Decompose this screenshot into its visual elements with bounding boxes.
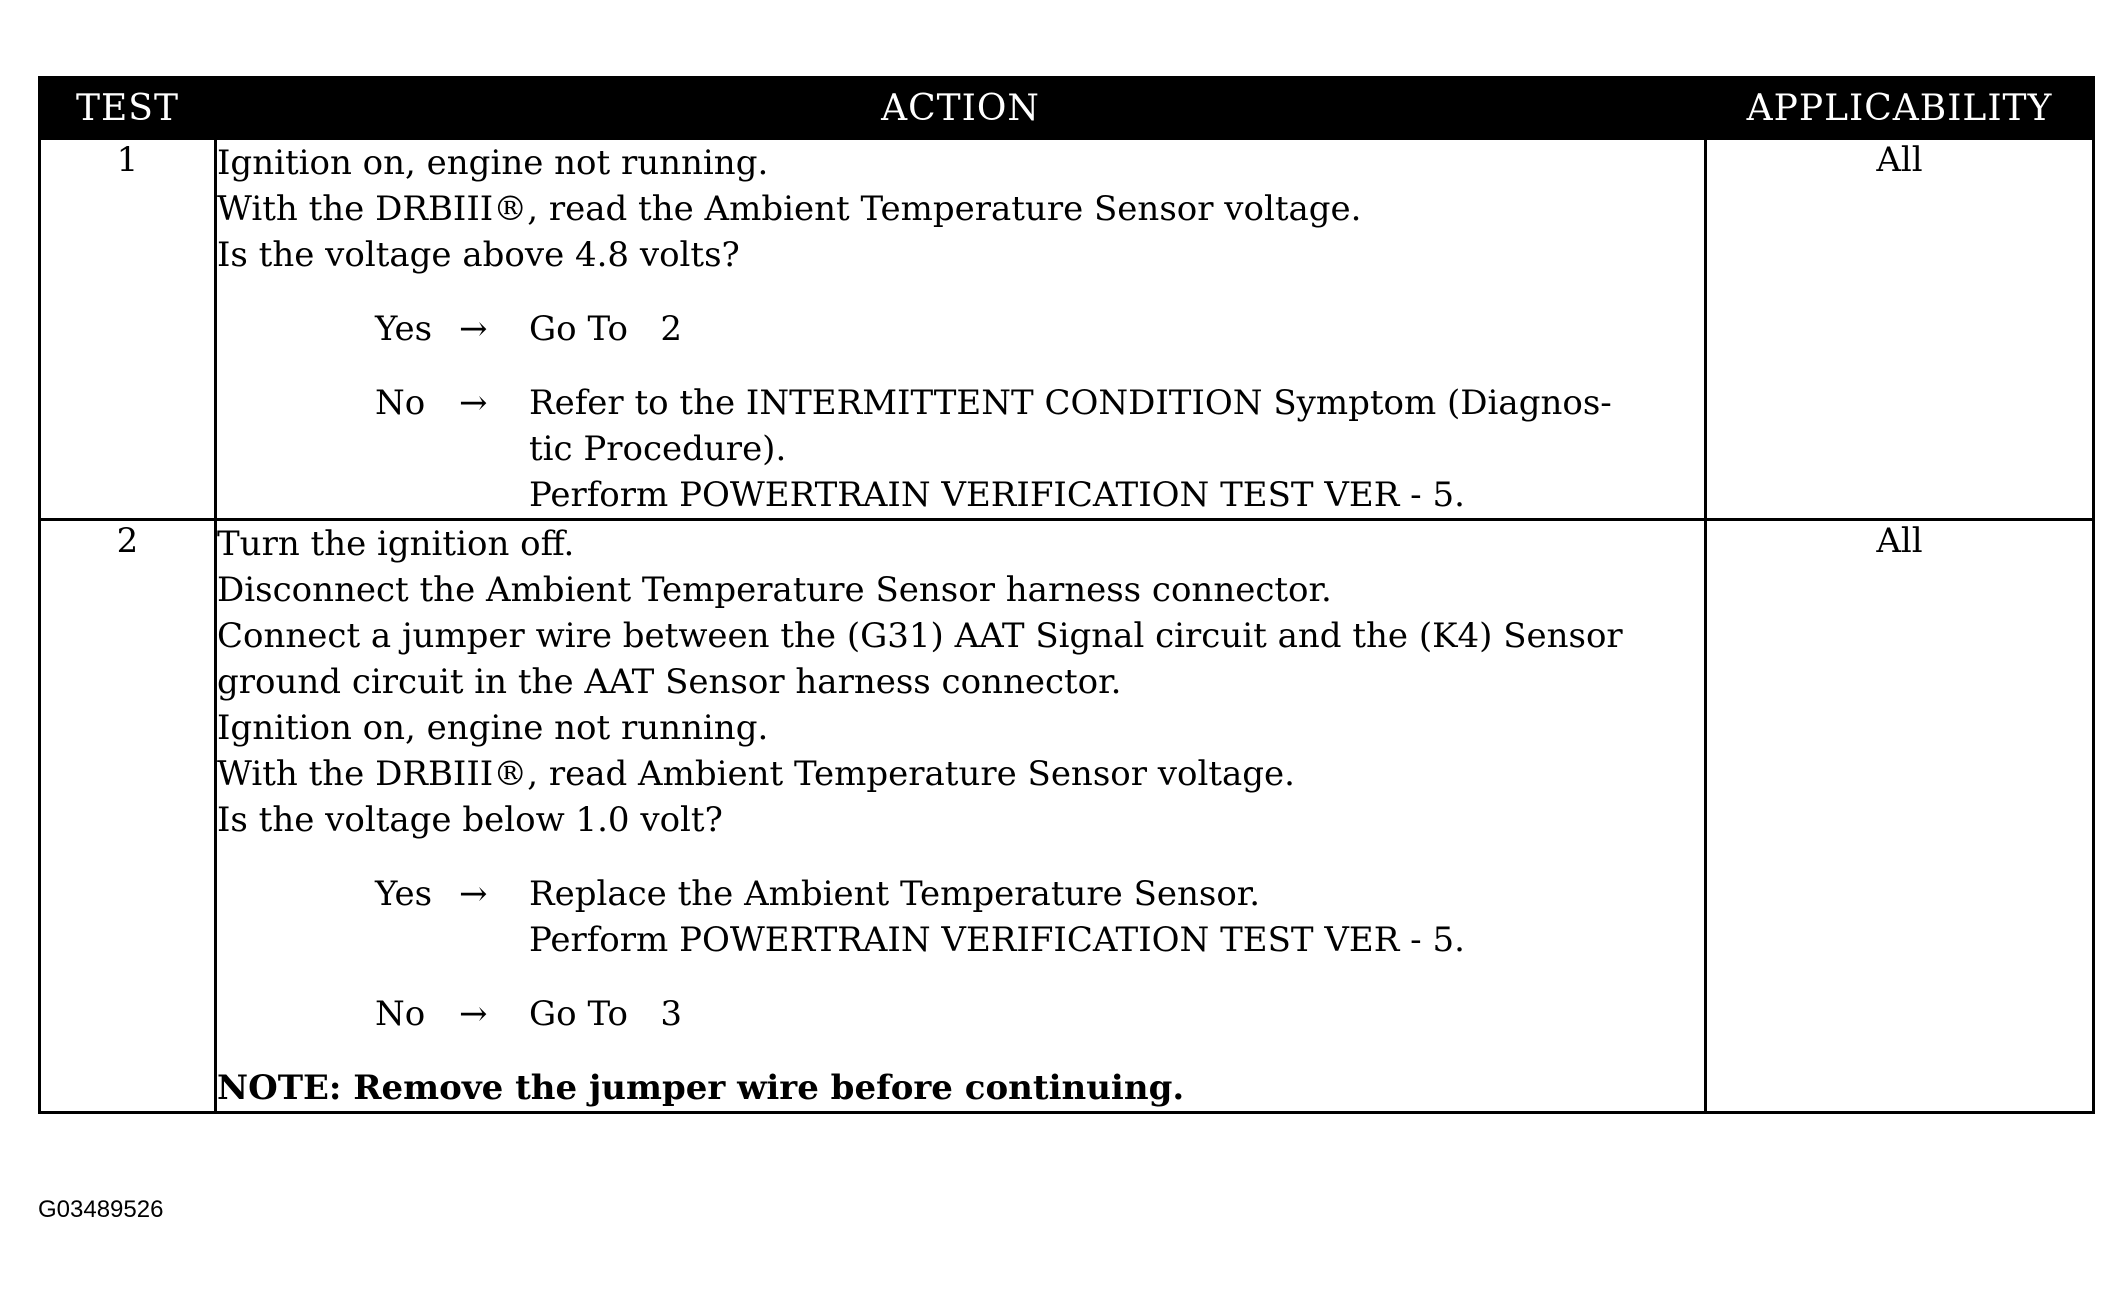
action-cell [216, 520, 1706, 1113]
no-result [529, 380, 1704, 518]
action-cell [216, 139, 1706, 520]
note-text: NOTE: Remove the jumper wire before continuing. [217, 1068, 1185, 1108]
result-line: Refer to the INTERMITTENT CONDITION Symptom (Diagnos- [529, 383, 1612, 423]
action-line: Disconnect the Ambient Temperature Sensor harness connector. [217, 570, 1332, 610]
answer-yes [375, 306, 1704, 352]
yes-result [529, 306, 1704, 352]
applicability-cell: All [1706, 520, 2094, 1113]
yes-label: Yes [375, 309, 433, 349]
header-row [40, 78, 2094, 139]
yes-result [529, 871, 1704, 963]
action-line: Turn the ignition off. [217, 524, 575, 564]
action-line: Ignition on, engine not running. [217, 143, 769, 183]
result-line: Perform POWERTRAIN VERIFICATION TEST VER - 5. [529, 920, 1465, 960]
result-line: Go To 2 [529, 309, 682, 349]
action-line: Connect a jumper wire between the (G31) AAT Signal circuit and the (K4) Sensor [217, 616, 1623, 656]
answer-no [375, 380, 1704, 518]
arrow-icon: → [459, 309, 488, 349]
header-test: TEST [40, 78, 216, 139]
answer-no [375, 991, 1704, 1037]
header-action: ACTION [216, 78, 1706, 139]
action-line: With the DRBIII®, read Ambient Temperature Sensor voltage. [217, 754, 1295, 794]
result-line: Replace the Ambient Temperature Sensor. [529, 874, 1261, 914]
answers [217, 306, 1704, 518]
action-line: ground circuit in the AAT Sensor harness connector. [217, 662, 1122, 702]
result-line: Go To 3 [529, 994, 682, 1034]
figure-id: G03489526 [38, 1196, 164, 1223]
action-line: Is the voltage below 1.0 volt? [217, 800, 723, 840]
action-line: Ignition on, engine not running. [217, 708, 769, 748]
test-row-2 [40, 520, 2094, 1113]
no-label: No [375, 994, 426, 1034]
diagnostic-table-container [38, 76, 2092, 1114]
arrow-icon: → [459, 874, 488, 914]
action-line: With the DRBIII®, read the Ambient Temperature Sensor voltage. [217, 189, 1362, 229]
answer-yes [375, 871, 1704, 963]
test-number: 2 [40, 520, 216, 1113]
no-label: No [375, 383, 426, 423]
test-number: 1 [40, 139, 216, 520]
action-line: Is the voltage above 4.8 volts? [217, 235, 740, 275]
arrow-icon: → [459, 383, 488, 423]
applicability-cell: All [1706, 139, 2094, 520]
header-applicability: APPLICABILITY [1706, 78, 2094, 139]
yes-label: Yes [375, 874, 433, 914]
answers [217, 871, 1704, 1037]
result-line: tic Procedure). [529, 429, 787, 469]
arrow-icon: → [459, 994, 488, 1034]
test-row-1 [40, 139, 2094, 520]
result-line: Perform POWERTRAIN VERIFICATION TEST VER - 5. [529, 475, 1465, 515]
diagnostic-table [38, 76, 2095, 1114]
no-result [529, 991, 1704, 1037]
